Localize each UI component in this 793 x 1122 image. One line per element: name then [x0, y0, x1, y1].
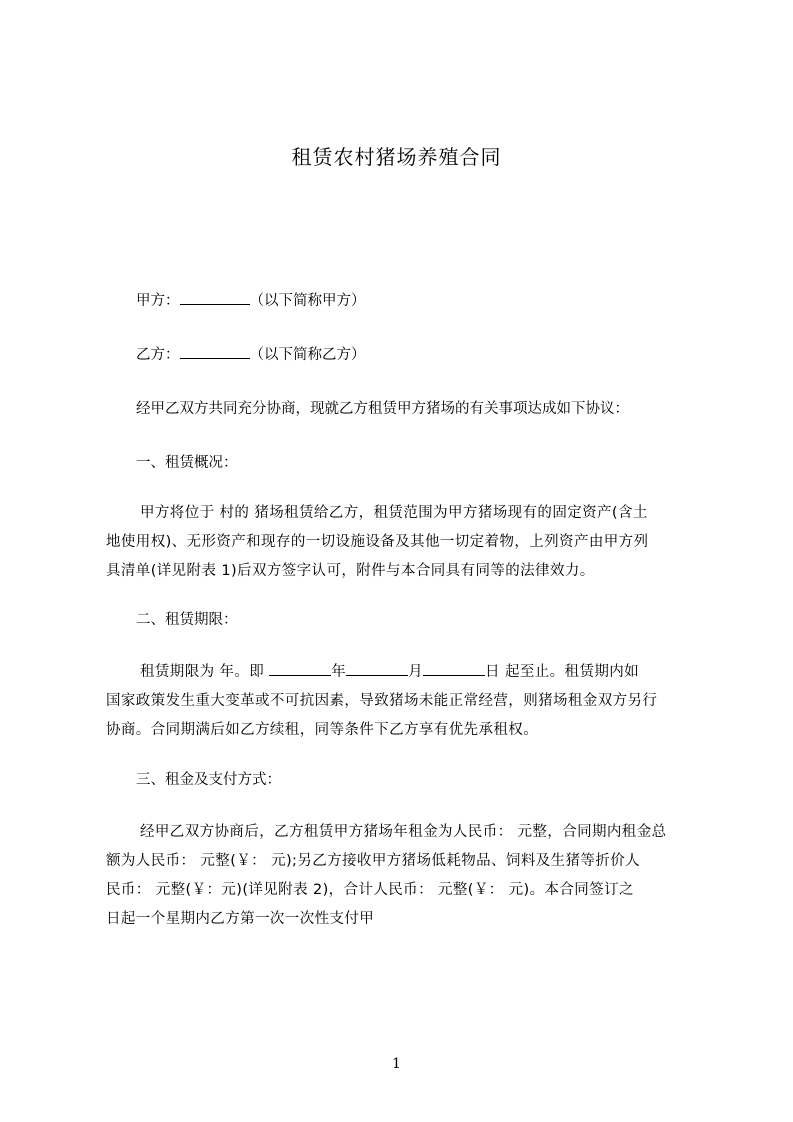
section-1-line-2: 地使用权)、无形资产和现存的一切设施设备及其他一切定着物，上列资产由甲方列: [106, 534, 649, 550]
section-1-line-1: 甲方将位于 村的 猪场租赁给乙方，租赁范围为甲方猪场现有的固定资产(含土: [140, 505, 648, 521]
section-2-line-3: 协商。合同期满后如乙方续租，同等条件下乙方享有优先承租权。: [106, 722, 539, 738]
party-a-blank: [180, 303, 250, 305]
term-year-blank: [269, 674, 331, 676]
term-day-blank: [423, 674, 485, 676]
party-b-label: 乙方：: [136, 347, 180, 363]
section-3-heading: 三、租金及支付方式：: [136, 772, 281, 788]
party-a-line: [136, 288, 696, 314]
term-suffix: 日 起至止。租赁期内如: [485, 664, 640, 680]
document-title: 租赁农村猪场养殖合同: [291, 145, 502, 169]
section-3-line-3: 民币： 元整(￥：元)(详见附表 2)，合计人民币： 元整(￥： 元)。本合同签订之: [106, 882, 634, 898]
term-month-label: 月: [408, 664, 424, 680]
preamble: 经甲乙双方共同充分协商，现就乙方租赁甲方猪场的有关事项达成如下协议：: [136, 401, 629, 417]
section-2-body: [106, 658, 714, 745]
term-year-label: 年: [331, 664, 347, 680]
party-b-suffix: （以下简称乙方）: [249, 347, 366, 363]
section-2-line-2: 国家政策发生重大变革或不可抗因素，导致猪场未能正常经营，则猪场租金双方另行: [106, 693, 658, 709]
term-prefix: 租赁期限为 年。即: [140, 664, 270, 680]
party-a-label: 甲方：: [136, 293, 180, 309]
party-a-suffix: （以下简称甲方）: [249, 293, 366, 309]
page-number: 1: [392, 1056, 401, 1072]
section-1-heading: 一、租赁概况：: [136, 455, 238, 471]
section-3-line-1: 经甲乙双方协商后，乙方租赁甲方猪场年租金为人民币： 元整，合同期内租金总: [140, 824, 667, 840]
section-2-line-1: [106, 658, 714, 687]
party-b-line: [136, 342, 696, 368]
party-b-blank: [180, 357, 250, 359]
section-1-line-3: 具清单(详见附表 1)后双方签字认可，附件与本合同具有同等的法律效力。: [106, 563, 595, 579]
term-month-blank: [346, 674, 408, 676]
section-2-heading: 二、租赁期限：: [136, 612, 238, 628]
section-3-line-2: 额为人民币： 元整(￥： 元);另乙方接收甲方猪场低耗物品、饲料及生猪等折价人: [106, 853, 641, 869]
section-1-body: [106, 499, 714, 586]
section-3-line-4: 日起一个星期内乙方第一次一次性支付甲: [106, 911, 375, 927]
section-3-body: [106, 818, 714, 934]
